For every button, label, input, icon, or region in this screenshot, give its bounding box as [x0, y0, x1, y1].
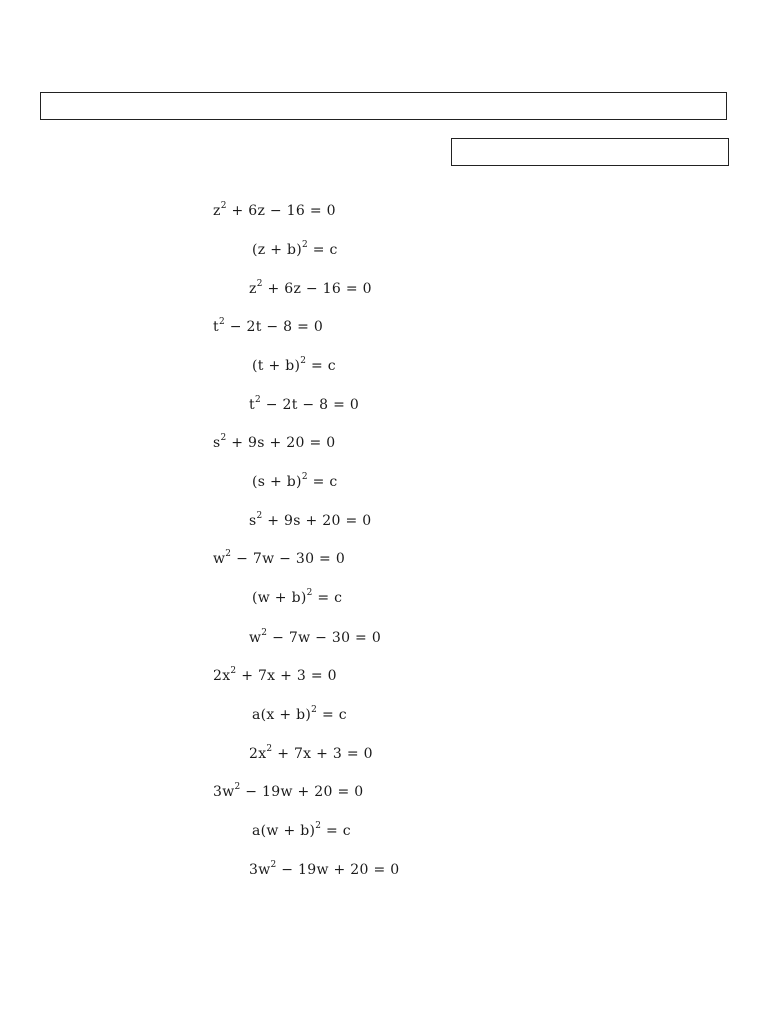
problem-3-equation-rest: + 9s + 20 = 0	[226, 435, 336, 451]
problem-6-equation-rest: − 19w + 20 = 0	[240, 784, 364, 800]
problem-5-restated-base: 2x	[249, 746, 267, 762]
problem-3-equation-base: s	[213, 435, 221, 451]
problem-6-equation-base: 3w	[213, 784, 235, 800]
problem-4-restated-base: w	[249, 630, 262, 646]
problem-1-restated	[249, 280, 372, 298]
problem-2-restated	[249, 396, 359, 414]
problem-6-restated-base: 3w	[249, 862, 271, 878]
problem-4-form-exponent: 2	[306, 588, 313, 599]
problem-2-form-rest: = c	[306, 358, 336, 374]
problem-1-restated-rest: + 6z − 16 = 0	[262, 281, 372, 297]
problem-1-form-rest: = c	[308, 242, 338, 258]
problem-5-restated-rest: + 7x + 3 = 0	[272, 746, 373, 762]
problem-5-equation	[213, 667, 337, 685]
problem-4-restated-exponent: 2	[261, 628, 268, 639]
problem-4-restated	[249, 629, 381, 647]
problem-6-form-exponent: 2	[315, 821, 322, 832]
problem-5-restated	[249, 745, 373, 763]
problem-3-restated	[249, 512, 371, 530]
problem-5-form	[252, 706, 347, 724]
problem-4-equation-exponent: 2	[225, 549, 232, 560]
problem-1-form-exponent: 2	[302, 240, 309, 251]
problem-6-equation	[213, 783, 363, 801]
problem-6-form-base: a(w + b)	[252, 823, 316, 839]
problem-1-equation	[213, 202, 336, 220]
problem-6-form-rest: = c	[321, 823, 351, 839]
problem-4-form	[252, 589, 342, 607]
problem-6-form	[252, 822, 351, 840]
problem-2-equation	[213, 318, 323, 336]
problem-4-equation	[213, 550, 345, 568]
problem-5-form-base: a(x + b)	[252, 707, 312, 723]
problem-3-restated-base: s	[249, 513, 257, 529]
problem-2-form-exponent: 2	[300, 356, 307, 367]
problem-5-restated-exponent: 2	[266, 744, 273, 755]
problem-5-form-exponent: 2	[311, 705, 318, 716]
problem-4-form-base: (w + b)	[252, 590, 307, 606]
problem-5-equation-exponent: 2	[230, 666, 237, 677]
problem-1-equation-base: z	[213, 203, 221, 219]
problem-2-restated-rest: − 2t − 8 = 0	[260, 397, 360, 413]
problem-3-form	[252, 473, 338, 491]
problem-6-restated	[249, 861, 399, 879]
problem-5-equation-rest: + 7x + 3 = 0	[236, 668, 337, 684]
problem-1-equation-exponent: 2	[220, 201, 227, 212]
problem-3-restated-rest: + 9s + 20 = 0	[262, 513, 372, 529]
problem-6-restated-exponent: 2	[270, 860, 277, 871]
problem-1-form-base: (z + b)	[252, 242, 302, 258]
problem-3-equation	[213, 434, 335, 452]
problem-3-equation-exponent: 2	[220, 433, 227, 444]
problem-4-form-rest: = c	[312, 590, 343, 606]
problem-3-form-base: (s + b)	[252, 474, 302, 490]
problem-5-equation-base: 2x	[213, 668, 231, 684]
problem-1-restated-base: z	[249, 281, 257, 297]
problem-2-equation-base: t	[213, 319, 219, 335]
problem-2-equation-exponent: 2	[218, 317, 225, 328]
problem-1-form	[252, 241, 338, 259]
problem-2-equation-rest: − 2t − 8 = 0	[224, 319, 324, 335]
problem-1-restated-exponent: 2	[256, 279, 263, 290]
problem-1-equation-rest: + 6z − 16 = 0	[226, 203, 336, 219]
problem-2-form-base: (t + b)	[252, 358, 301, 374]
problem-6-equation-exponent: 2	[234, 782, 241, 793]
problem-4-restated-rest: − 7w − 30 = 0	[267, 630, 382, 646]
problem-3-form-exponent: 2	[301, 472, 308, 483]
problem-2-restated-base: t	[249, 397, 255, 413]
problem-3-restated-exponent: 2	[256, 511, 263, 522]
problem-3-form-rest: = c	[307, 474, 338, 490]
problem-4-equation-rest: − 7w − 30 = 0	[231, 551, 346, 567]
problem-4-equation-base: w	[213, 551, 226, 567]
problem-2-form	[252, 357, 336, 375]
problem-5-form-rest: = c	[317, 707, 347, 723]
problem-2-restated-exponent: 2	[254, 395, 261, 406]
problem-6-restated-rest: − 19w + 20 = 0	[276, 862, 400, 878]
